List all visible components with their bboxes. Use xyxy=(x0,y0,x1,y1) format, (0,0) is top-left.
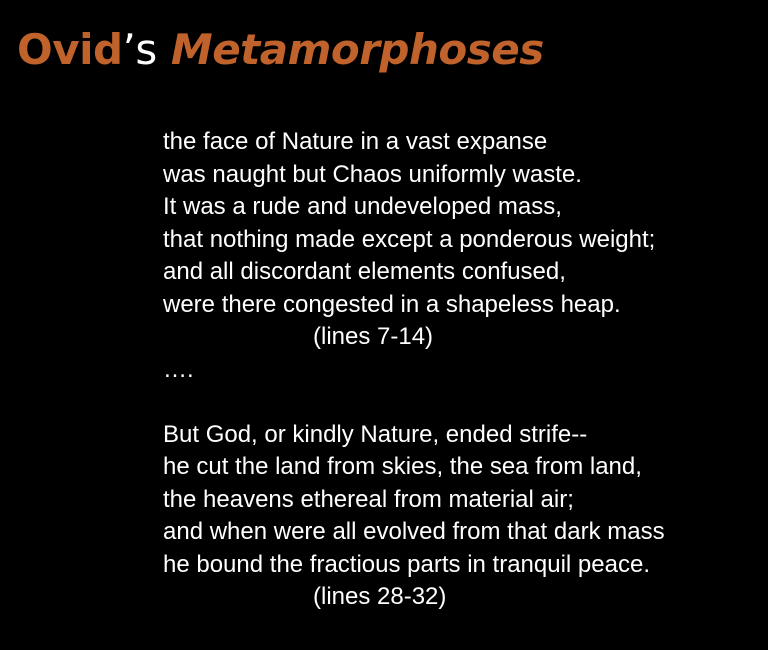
poem-line: But God, or kindly Nature, ended strife-- xyxy=(163,420,588,448)
title-author: Ovid xyxy=(17,25,123,74)
poem-line: was naught but Chaos uniformly waste. xyxy=(163,160,582,188)
poem-line: It was a rude and undeveloped mass, xyxy=(163,193,562,220)
poem-line: and all discordant elements confused, xyxy=(163,258,566,285)
poem-line: he cut the land from skies, the sea from land, xyxy=(163,453,642,480)
slide-title xyxy=(17,20,544,80)
poem-line: the heavens ethereal from material air; xyxy=(163,485,574,513)
poem-line: that nothing made except a ponderous weight; xyxy=(163,225,656,253)
title-possessive: ’s xyxy=(122,25,157,74)
line-citation: (lines 28-32) xyxy=(313,583,447,610)
poem-line: the face of Nature in a vast expanse xyxy=(163,128,548,155)
ellipsis: …. xyxy=(163,355,194,383)
poem-line: he bound the fractious parts in tranquil peace. xyxy=(163,550,650,578)
poem-line: and when were all evolved from that dark mass xyxy=(163,518,665,545)
poem-excerpt xyxy=(163,126,763,614)
title-work: Metamorphoses xyxy=(170,25,544,74)
line-citation: (lines 7-14) xyxy=(313,323,434,350)
poem-line: were there congested in a shapeless heap. xyxy=(163,290,621,318)
stanza-gap xyxy=(163,386,763,419)
